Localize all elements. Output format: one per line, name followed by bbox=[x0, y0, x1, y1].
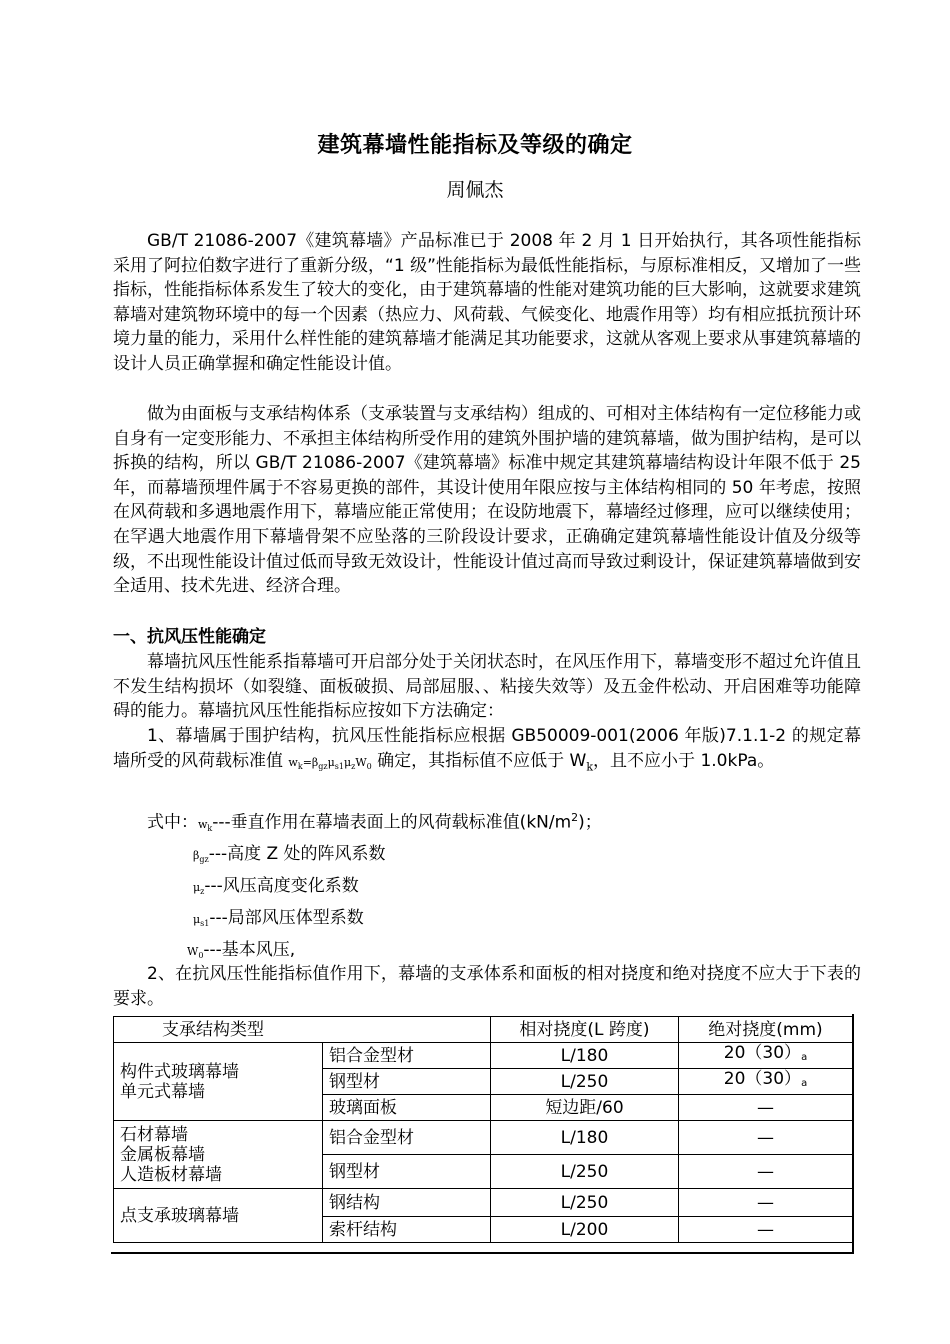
type-cell-point-supported bbox=[114, 1189, 323, 1243]
type-line: 单元式幕墙 bbox=[120, 1081, 205, 1102]
table-row bbox=[114, 1189, 853, 1217]
paragraph-design-life: 做为由面板与支承结构体系（支承装置与支承结构）组成的、可相对主体结构有一定位移能力或自身有一定变形能力、不承担主体结构所受作用的建筑外围护墙的建筑幕墙，做为围护结构，是可以拆换的结构，所以 GB/T 21086-2007《建筑幕墙》标准中规定其建筑幕墙结构设计年限不低于 25 年，而幕墙预埋件属于不容易更换的部件，其设计使用年限应按与主体结构相同的 50 年考虑，按照在风荷载和多遇地震作用下，幕墙应能正常使用；在设防地震下，幕墙经过修理，应可以继续使用；在罕遇大地震作用下幕墙骨架不应坠落的三阶段设计要求，正确确定建筑幕墙性能设计值及分级等级，不出现性能设计值过低而导致无效设计，性能设计值过高而导致过剩设计，保证建筑幕墙做到安全适用、技术先进、经济合理。 bbox=[113, 404, 861, 597]
absolute-cell: — bbox=[679, 1217, 853, 1243]
symbol-wk-sup: 2 bbox=[571, 811, 579, 824]
table-row bbox=[114, 1121, 853, 1155]
paragraph-wind-definition: 幕墙抗风压性能系指幕墙可开启部分处于关闭状态时，在风压作用下，幕墙变形不超过允许值且不发生结构损坏（如裂缝、面板破损、局部屈服、、粘接失效等）及五金件松动、开启困难等功能障碍的能力。幕墙抗风压性能指标应按如下方法确定： bbox=[113, 652, 861, 722]
symbol-wk: $w_k$ bbox=[198, 817, 213, 833]
symbol-w0: $W_0$ bbox=[187, 945, 204, 961]
type-line: 石材幕墙 bbox=[120, 1124, 188, 1145]
type-cell-stone-metal bbox=[114, 1121, 323, 1189]
absolute-value: 20（30） bbox=[723, 1043, 802, 1063]
table-row bbox=[114, 1043, 853, 1069]
symbol-us1: $\mu_{s1}$ bbox=[193, 913, 210, 929]
material-cell: 铝合金型材 bbox=[323, 1121, 491, 1155]
absolute-cell: — bbox=[679, 1121, 853, 1155]
absolute-note: a bbox=[801, 1078, 808, 1089]
header-relative-deflection: 相对挠度(L 跨度) bbox=[491, 1017, 679, 1043]
symbol-wk-desc: ---垂直作用在幕墙表面上的风荷载标准值(kN/m bbox=[212, 812, 572, 833]
relative-cell: 短边距/60 bbox=[491, 1095, 679, 1121]
table-header-row bbox=[114, 1017, 853, 1043]
symbol-w0-desc: ---基本风压, bbox=[203, 940, 296, 960]
absolute-value: 20（30） bbox=[723, 1069, 802, 1089]
deflection-table bbox=[113, 1016, 853, 1243]
relative-cell: L/180 bbox=[491, 1121, 679, 1155]
absolute-cell: — bbox=[679, 1155, 853, 1189]
absolute-note: a bbox=[801, 1052, 808, 1063]
relative-cell: L/250 bbox=[491, 1189, 679, 1217]
symbol-wk-tail: )； bbox=[578, 812, 602, 833]
section-heading-wind-pressure: 一、抗风压性能确定 bbox=[113, 627, 266, 647]
header-support-type: 支承结构类型 bbox=[114, 1017, 491, 1043]
header-absolute-deflection: 绝对挠度(mm) bbox=[679, 1017, 853, 1043]
method-text-c: ，且不应小于 1.0kPa。 bbox=[593, 750, 775, 771]
symbol-uz: $\mu_z$ bbox=[193, 881, 205, 897]
material-cell: 铝合金型材 bbox=[323, 1043, 491, 1069]
material-cell: 钢结构 bbox=[323, 1189, 491, 1217]
absolute-cell: — bbox=[679, 1095, 853, 1121]
material-cell: 钢型材 bbox=[323, 1155, 491, 1189]
relative-cell: L/250 bbox=[491, 1069, 679, 1095]
wk-subscript: k bbox=[586, 759, 594, 773]
paragraph-intro: GB/T 21086-2007《建筑幕墙》产品标准已于 2008 年 2 月 1 日开始执行，其各项性能指标采用了阿拉伯数字进行了重新分级，“1 级”性能指标为最低性能指标，与原标准相反，又增加了一些指标，性能指标体系发生了较大的变化，由于建筑幕墙的性能对建筑功能的巨大影响，这就要求建筑幕墙对建筑物环境中的每一个因素（热应力、风荷载、气候变化、地震作用等）均有相应抵抗预计环境力量的能力，采用什么样性能的建筑幕墙才能满足其功能要求，这就从客观上要求从事建筑幕墙的设计人员正确掌握和确定性能设计值。 bbox=[113, 231, 861, 374]
material-cell: 索杆结构 bbox=[323, 1217, 491, 1243]
symbol-bgz-row bbox=[193, 842, 386, 872]
type-line: 人造板材幕墙 bbox=[120, 1164, 222, 1185]
wind-load-formula: $w_k=\beta_{gz}\mu_{s1}\mu_zW_0$ bbox=[288, 755, 372, 771]
symbol-prefix: 式中： bbox=[147, 812, 198, 833]
type-line: 构件式玻璃幕墙 bbox=[120, 1061, 239, 1082]
paragraph-wind-method bbox=[113, 724, 861, 780]
symbol-wk-row bbox=[147, 806, 602, 841]
symbol-us1-row bbox=[193, 906, 364, 936]
relative-cell: L/250 bbox=[491, 1155, 679, 1189]
symbol-us1-desc: ---局部风压体型系数 bbox=[209, 908, 364, 928]
method-text-b: 确定，其指标值不应低于 W bbox=[371, 750, 587, 771]
relative-cell: L/180 bbox=[491, 1043, 679, 1069]
absolute-cell bbox=[679, 1069, 853, 1095]
type-line: 金属板幕墙 bbox=[120, 1144, 205, 1165]
document-author: 周佩杰 bbox=[446, 179, 504, 201]
absolute-cell: — bbox=[679, 1189, 853, 1217]
material-cell: 钢型材 bbox=[323, 1069, 491, 1095]
symbol-bgz-desc: ---高度 Z 处的阵风系数 bbox=[208, 844, 386, 864]
method-text-a: 1、幕墙属于围护结构，抗风压性能指标应根据 GB50009-001(2006 年版)7.1.1-2 的规定幕墙所受的风荷载标准值 bbox=[113, 726, 861, 771]
material-cell: 玻璃面板 bbox=[323, 1095, 491, 1121]
type-cell-unitized bbox=[114, 1043, 323, 1121]
symbol-uz-row bbox=[193, 874, 359, 904]
document-title: 建筑幕墙性能指标及等级的确定 bbox=[317, 133, 633, 158]
type-line: 点支承玻璃幕墙 bbox=[120, 1205, 239, 1226]
paragraph-deflection-req: 2、在抗风压性能指标值作用下，幕墙的支承体系和面板的相对挠度和绝对挠度不应大于下表的要求。 bbox=[113, 964, 861, 1009]
relative-cell: L/200 bbox=[491, 1217, 679, 1243]
symbol-bgz: $\beta_{gz}$ bbox=[193, 849, 209, 865]
absolute-cell bbox=[679, 1043, 853, 1069]
symbol-uz-desc: ---风压高度变化系数 bbox=[204, 876, 359, 896]
